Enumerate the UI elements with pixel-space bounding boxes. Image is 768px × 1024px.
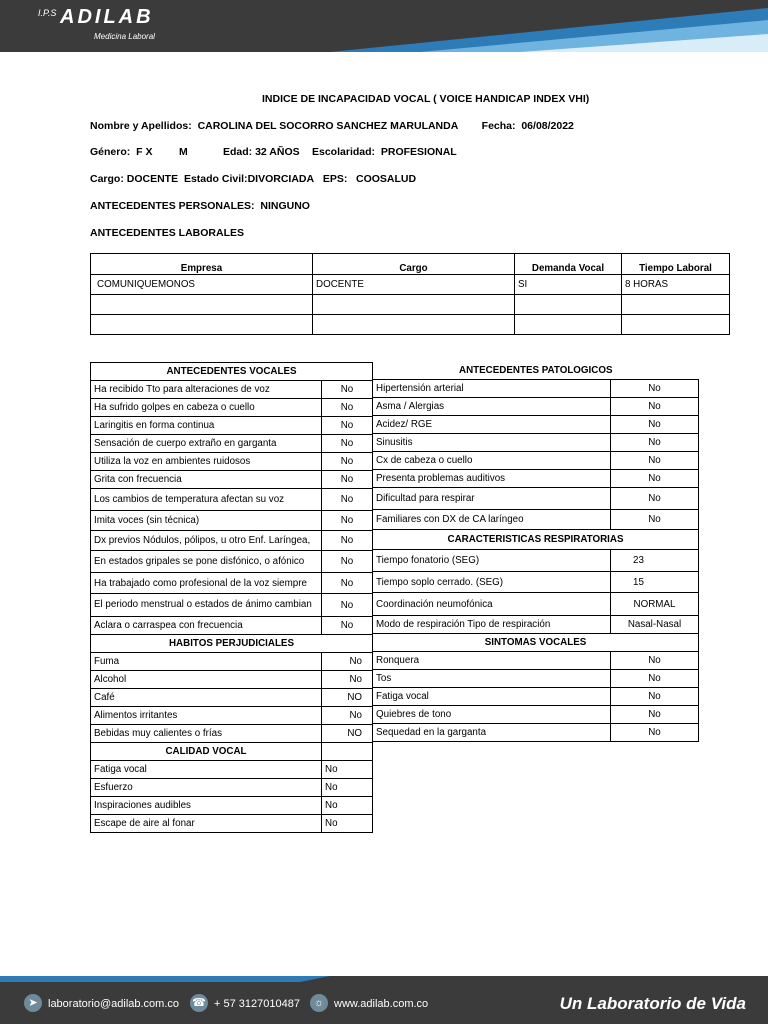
quality-item-value: No	[322, 797, 373, 815]
work-header-demanda: Demanda Vocal	[515, 254, 622, 275]
resp-item-label: Modo de respiración Tipo de respiración	[373, 616, 611, 634]
vocal-item-label: Ha sufrido golpes en cabeza o cuello	[91, 399, 322, 417]
work-empty-cell	[515, 315, 622, 335]
symptom-item-value: No	[611, 652, 699, 670]
habit-item-label: Café	[91, 689, 322, 707]
patho-table	[372, 362, 699, 742]
habit-item-value: NO	[322, 689, 373, 707]
logo-ips: I.P.S	[38, 8, 57, 18]
quality-item-value: No	[322, 761, 373, 779]
whatsapp-icon: ☎	[190, 994, 208, 1012]
habit-item-value: No	[322, 671, 373, 689]
patho-item-label: Presenta problemas auditivos	[373, 470, 611, 488]
work-empty-cell	[622, 315, 730, 335]
work-empty-cell	[91, 295, 313, 315]
resp-item-label: Coordinación neumofónica	[373, 593, 611, 616]
symptom-item-label: Tos	[373, 670, 611, 688]
work-cell-tiempo: 8 HORAS	[622, 275, 730, 295]
resp-item-value: NORMAL	[611, 593, 699, 616]
vocal-item-value: No	[322, 511, 373, 531]
vocal-item-value: No	[322, 417, 373, 435]
work-header-cargo: Cargo	[313, 254, 515, 275]
work-empty-cell	[622, 295, 730, 315]
vocal-item-label: En estados gripales se pone disfónico, o afónico	[91, 551, 322, 573]
symptom-item-label: Fatiga vocal	[373, 688, 611, 706]
vocal-item-value: No	[322, 399, 373, 417]
section-title: ANTECEDENTES VOCALES	[91, 363, 373, 381]
vocal-item-label: Los cambios de temperatura afectan su voz	[91, 489, 322, 511]
vocal-item-label: Imita voces (sin técnica)	[91, 511, 322, 531]
vocal-item-value: No	[322, 381, 373, 399]
section-title: ANTECEDENTES PATOLOGICOS	[373, 362, 699, 380]
habit-item-value: NO	[322, 725, 373, 743]
habit-item-value: No	[322, 707, 373, 725]
vocal-item-value: No	[322, 573, 373, 594]
section-title: CALIDAD VOCAL	[91, 743, 322, 761]
patho-item-label: Hipertensión arterial	[373, 380, 611, 398]
symptom-item-value: No	[611, 688, 699, 706]
work-cell-demanda: SI	[515, 275, 622, 295]
quality-item-label: Escape de aire al fonar	[91, 815, 322, 833]
logo-name: ADILAB	[60, 6, 154, 28]
resp-item-value: 15	[611, 572, 699, 593]
vocal-item-value: No	[322, 594, 373, 617]
vocal-item-label: Utiliza la voz en ambientes ruidosos	[91, 453, 322, 471]
page-header	[0, 0, 768, 52]
habit-item-label: Alcohol	[91, 671, 322, 689]
vocal-item-value: No	[322, 617, 373, 635]
work-empty-cell	[313, 295, 515, 315]
footer-phone[interactable]: + 57 3127010487	[214, 998, 300, 1010]
work-empty-cell	[91, 315, 313, 335]
personal-history: ANTECEDENTES PERSONALES: NINGUNO	[90, 200, 310, 212]
patho-item-value: No	[611, 470, 699, 488]
vocal-item-label: Aclara o carraspea con frecuencia	[91, 617, 322, 635]
quality-item-label: Esfuerzo	[91, 779, 322, 797]
patho-item-value: No	[611, 452, 699, 470]
symptom-item-value: No	[611, 670, 699, 688]
patho-item-label: Sinusitis	[373, 434, 611, 452]
work-cell-empresa: COMUNIQUEMONOS	[91, 275, 313, 295]
habit-item-value: No	[322, 653, 373, 671]
resp-item-value: 23	[611, 550, 699, 572]
vocal-item-value: No	[322, 435, 373, 453]
section-title: CARACTERISTICAS RESPIRATORIAS	[373, 530, 699, 550]
footer-slogan: Un Laboratorio de Vida	[559, 994, 746, 1013]
patho-item-value: No	[611, 380, 699, 398]
patho-item-value: No	[611, 416, 699, 434]
work-header-empresa: Empresa	[91, 254, 313, 275]
logo-tagline: Medicina Laboral	[94, 32, 155, 41]
vocal-item-value: No	[322, 551, 373, 573]
vocal-item-label: Grita con frecuencia	[91, 471, 322, 489]
vocal-item-value: No	[322, 453, 373, 471]
resp-item-label: Tiempo soplo cerrado. (SEG)	[373, 572, 611, 593]
patho-item-label: Dificultad para respirar	[373, 488, 611, 510]
patient-job-row: Cargo: DOCENTE Estado Civil:DIVORCIADA EPS: COOSALUD	[90, 173, 417, 185]
vocal-item-label: El periodo menstrual o estados de ánimo cambian	[91, 594, 322, 617]
vocal-item-label: Laringitis en forma continua	[91, 417, 322, 435]
work-table	[90, 253, 730, 335]
page-title: INDICE DE INCAPACIDAD VOCAL ( VOICE HANDICAP INDEX VHI)	[262, 93, 590, 105]
symptom-item-label: Quiebres de tono	[373, 706, 611, 724]
quality-item-value: No	[322, 779, 373, 797]
vocal-item-label: Dx previos Nódulos, pólipos, u otro Enf. Laríngea,	[91, 531, 322, 551]
work-empty-cell	[515, 295, 622, 315]
footer-web[interactable]: www.adilab.com.co	[334, 998, 429, 1010]
symptom-item-value: No	[611, 706, 699, 724]
quality-item-value: No	[322, 815, 373, 833]
section-title: SINTOMAS VOCALES	[373, 634, 699, 652]
patho-item-label: Familiares con DX de CA laríngeo	[373, 510, 611, 530]
resp-item-value: Nasal-Nasal	[611, 616, 699, 634]
work-history-label: ANTECEDENTES LABORALES	[90, 227, 245, 239]
work-header-tiempo: Tiempo Laboral	[622, 254, 730, 275]
patho-item-value: No	[611, 434, 699, 452]
patho-item-value: No	[611, 398, 699, 416]
globe-icon: ☼	[310, 994, 328, 1012]
habit-item-label: Alimentos irritantes	[91, 707, 322, 725]
quality-item-label: Inspiraciones audibles	[91, 797, 322, 815]
patho-item-label: Asma / Alergias	[373, 398, 611, 416]
quality-item-label: Fatiga vocal	[91, 761, 322, 779]
patient-name-row: Nombre y Apellidos: CAROLINA DEL SOCORRO SANCHEZ MARULANDA Fecha: 06/08/2022	[90, 120, 574, 132]
patho-item-value: No	[611, 510, 699, 530]
vocal-item-label: Ha recibido Tto para alteraciones de voz	[91, 381, 322, 399]
quality-title-spacer	[322, 743, 373, 761]
vocal-item-value: No	[322, 489, 373, 511]
patho-item-label: Acidez/ RGE	[373, 416, 611, 434]
symptom-item-value: No	[611, 724, 699, 742]
work-empty-cell	[313, 315, 515, 335]
vocal-item-value: No	[322, 531, 373, 551]
vocal-table	[90, 362, 373, 833]
footer-email[interactable]: laboratorio@adilab.com.co	[48, 998, 180, 1010]
section-title: HABITOS PERJUDICIALES	[91, 635, 373, 653]
page-footer	[0, 976, 768, 1024]
vocal-item-value: No	[322, 471, 373, 489]
vocal-item-label: Sensación de cuerpo extraño en garganta	[91, 435, 322, 453]
patho-item-label: Cx de cabeza o cuello	[373, 452, 611, 470]
habit-item-label: Fuma	[91, 653, 322, 671]
symptom-item-label: Sequedad en la garganta	[373, 724, 611, 742]
symptom-item-label: Ronquera	[373, 652, 611, 670]
patho-item-value: No	[611, 488, 699, 510]
work-cell-cargo: DOCENTE	[313, 275, 515, 295]
resp-item-label: Tiempo fonatorio (SEG)	[373, 550, 611, 572]
patient-gender-row: Género: F X M Edad: 32 AÑOS Escolaridad: PROFESIONAL	[90, 146, 457, 158]
send-icon: ➤	[24, 994, 42, 1012]
habit-item-label: Bebidas muy calientes o frías	[91, 725, 322, 743]
vocal-item-label: Ha trabajado como profesional de la voz siempre	[91, 573, 322, 594]
